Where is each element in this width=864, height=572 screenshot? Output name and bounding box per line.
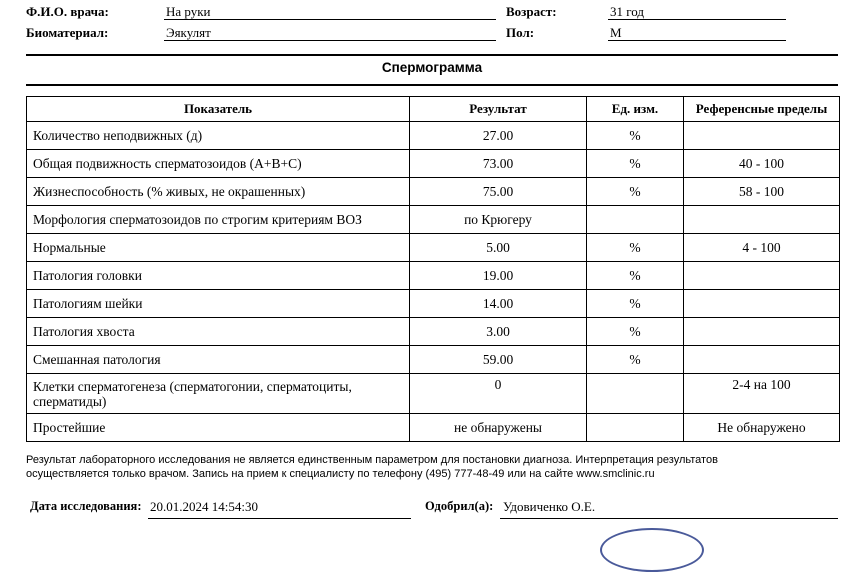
table-row — [27, 234, 840, 262]
row-result: по Крюгеру — [410, 206, 587, 234]
header-unit: Ед. изм. — [587, 97, 684, 122]
doctor-value: На руки — [166, 4, 211, 19]
title-rule-bottom — [26, 84, 838, 86]
approved-label: Одобрил(а): — [425, 499, 494, 513]
row-reference — [684, 262, 840, 290]
table-row — [27, 346, 840, 374]
biomaterial-value: Эякулят — [166, 25, 211, 40]
row-result: 3.00 — [410, 318, 587, 346]
row-result: 5.00 — [410, 234, 587, 262]
row-reference — [684, 122, 840, 150]
sex-underline — [608, 40, 786, 41]
row-reference: 58 - 100 — [684, 178, 840, 206]
row-result: 0 — [410, 374, 587, 414]
row-reference: 2-4 на 100 — [684, 374, 840, 414]
row-name: Смешанная патология — [27, 346, 410, 374]
row-result: 19.00 — [410, 262, 587, 290]
header-reference: Референсные пределы — [684, 97, 840, 122]
title-rule-top — [26, 54, 838, 56]
row-name: Патологиям шейки — [27, 290, 410, 318]
row-unit — [587, 414, 684, 442]
row-reference — [684, 318, 840, 346]
disclaimer-line-2: осуществляется только врачом. Запись на прием к специалисту по телефону (495) 777-48-49 или на сайте www.smclinic.ru — [26, 467, 655, 480]
row-result: 59.00 — [410, 346, 587, 374]
row-reference — [684, 206, 840, 234]
row-name: Клетки сперматогенеза (сперматогонии, сперматоциты, сперматиды) — [27, 374, 410, 414]
row-reference — [684, 290, 840, 318]
doctor-label: Ф.И.О. врача: — [26, 4, 109, 19]
disclaimer-line-1: Результат лабораторного исследования не является единственным параметром для постановки диагноза. Интерпретация результатов — [26, 454, 718, 466]
row-result: 27.00 — [410, 122, 587, 150]
row-result: 75.00 — [410, 178, 587, 206]
row-reference: 40 - 100 — [684, 150, 840, 178]
table-row — [27, 150, 840, 178]
disclaimer-note — [26, 454, 838, 481]
table-row — [27, 206, 840, 234]
sex-value: М — [610, 25, 622, 40]
sex-label: Пол: — [506, 25, 535, 40]
approved-underline — [500, 518, 838, 519]
row-unit: % — [587, 122, 684, 150]
age-value: 31 год — [610, 4, 644, 19]
row-reference — [684, 346, 840, 374]
row-unit — [587, 206, 684, 234]
row-unit — [587, 374, 684, 414]
date-label: Дата исследования: — [30, 499, 142, 513]
row-unit: % — [587, 234, 684, 262]
stamp-seal — [600, 528, 704, 572]
age-label: Возраст: — [506, 4, 557, 19]
row-result: 14.00 — [410, 290, 587, 318]
row-reference: 4 - 100 — [684, 234, 840, 262]
row-unit: % — [587, 290, 684, 318]
row-name: Морфология сперматозоидов по строгим критериям ВОЗ — [27, 206, 410, 234]
row-name: Жизнеспособность (% живых, не окрашенных) — [27, 178, 410, 206]
row-unit: % — [587, 262, 684, 290]
row-name: Простейшие — [27, 414, 410, 442]
date-value: 20.01.2024 14:54:30 — [150, 499, 258, 514]
table-header-row — [27, 97, 840, 122]
row-name: Патология хвоста — [27, 318, 410, 346]
results-table — [26, 96, 840, 442]
row-unit: % — [587, 318, 684, 346]
biomaterial-label: Биоматериал: — [26, 25, 109, 40]
table-row — [27, 262, 840, 290]
table-row — [27, 318, 840, 346]
age-underline — [608, 19, 786, 20]
row-result: не обнаружены — [410, 414, 587, 442]
date-underline — [148, 518, 411, 519]
header-result: Результат — [410, 97, 587, 122]
row-name: Общая подвижность сперматозоидов (A+B+C) — [27, 150, 410, 178]
row-name: Патология головки — [27, 262, 410, 290]
doctor-underline — [164, 19, 496, 20]
table-row — [27, 414, 840, 442]
table-row — [27, 178, 840, 206]
table-row — [27, 374, 840, 414]
row-reference: Не обнаружено — [684, 414, 840, 442]
biomaterial-underline — [164, 40, 496, 41]
row-unit: % — [587, 346, 684, 374]
row-name: Количество неподвижных (д) — [27, 122, 410, 150]
table-row — [27, 290, 840, 318]
approved-value: Удовиченко О.Е. — [503, 499, 596, 514]
row-unit: % — [587, 150, 684, 178]
page-title: Спермограмма — [381, 60, 483, 75]
table-row — [27, 122, 840, 150]
row-name: Нормальные — [27, 234, 410, 262]
row-result: 73.00 — [410, 150, 587, 178]
row-unit: % — [587, 178, 684, 206]
header-indicator: Показатель — [27, 97, 410, 122]
